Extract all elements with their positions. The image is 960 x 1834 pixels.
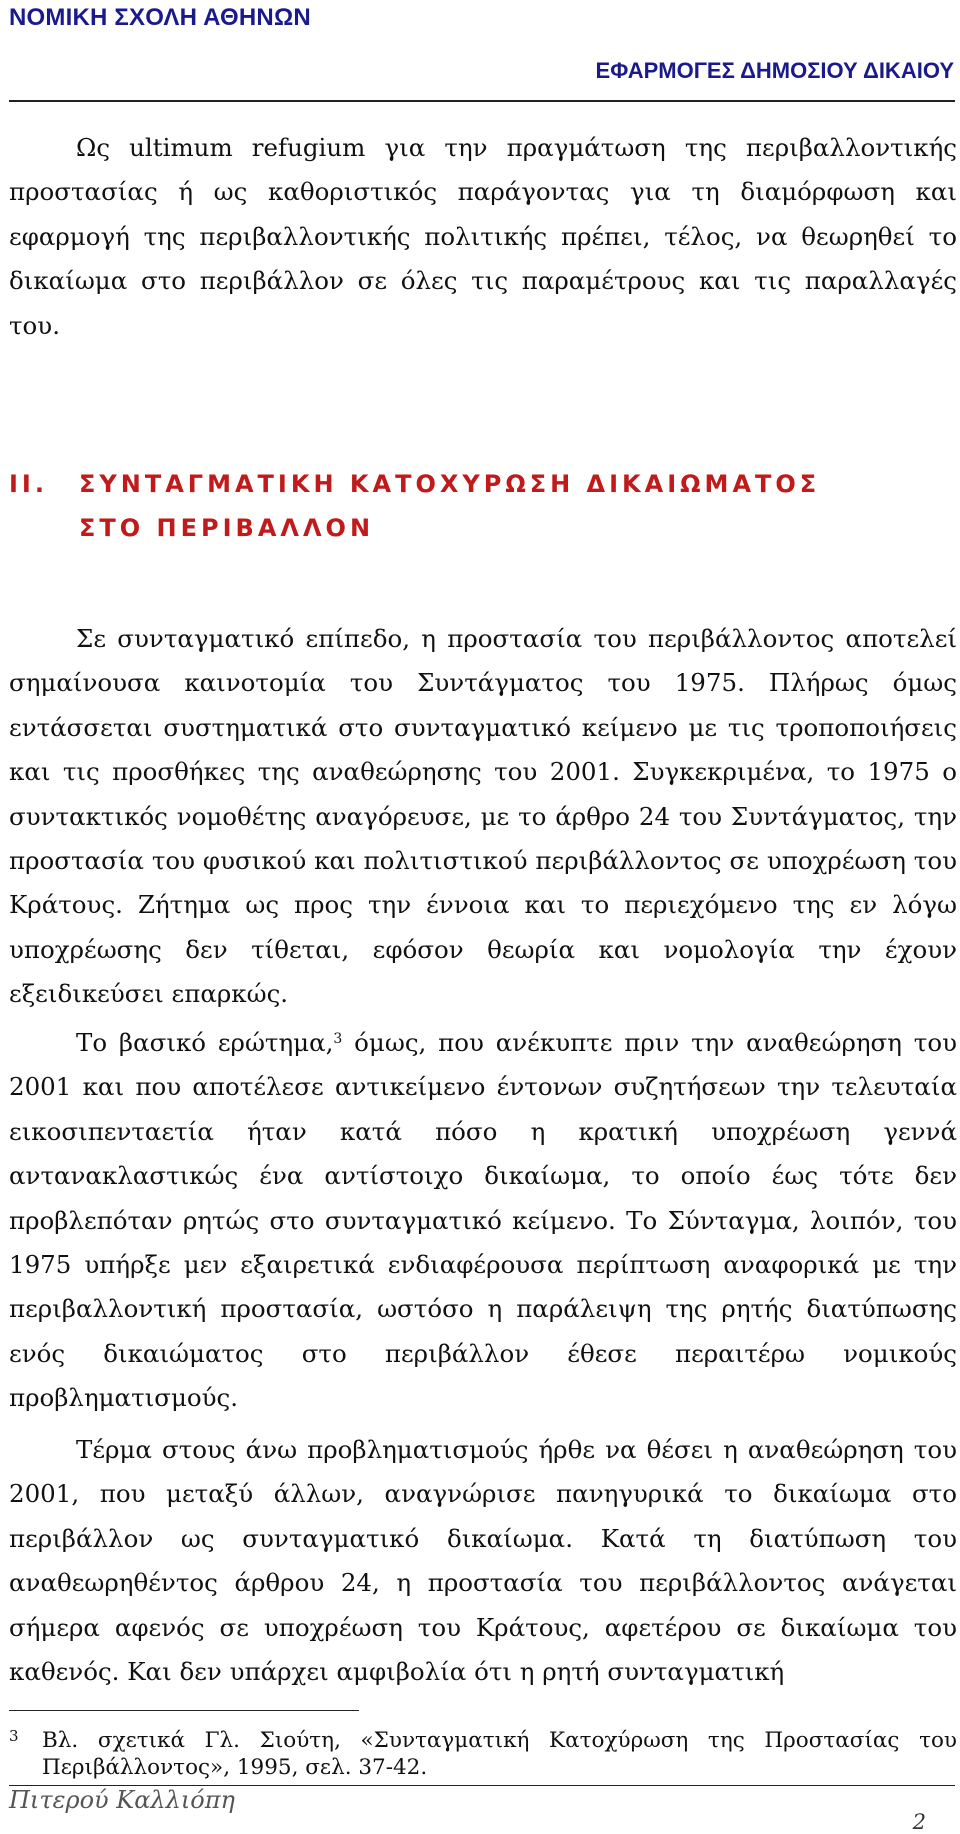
paragraph-3-text bbox=[9, 1021, 957, 1421]
section-heading-line1 bbox=[9, 462, 820, 506]
footer-author: Πιτερού Καλλιόπη bbox=[9, 1786, 235, 1814]
header-course-title: ΕΦΑΡΜΟΓΕΣ ΔΗΜΟΣΙΟΥ ΔΙΚΑΙΟΥ bbox=[595, 58, 954, 83]
section-title-line2: ΣΤΟ ΠΕΡΙΒΑΛΛΟΝ bbox=[79, 514, 375, 542]
footnote-number: 3 bbox=[9, 1727, 19, 1745]
footnote-text: Βλ. σχετικά Γλ. Σιούτη, «Συνταγματική Κατοχύρωση της Προστασίας του Περιβάλλοντος», 1995, σελ. 37-42. bbox=[42, 1728, 957, 1780]
section-heading bbox=[9, 462, 820, 550]
paragraph-2 bbox=[9, 617, 957, 1017]
paragraph-3-rest: όμως, που ανέκυπτε πριν την αναθεώρηση του 2001 και που αποτέλεσε αντικείμενο έντονων συζητήσεων την τελευταία εικοσιπενταετία ήταν κατά πόσο η κρατική υποχρέωση γεννά αντανακλαστικώς ένα αντίστοιχο δικαίωμα, το οποίο έως τότε δεν προβλεπόταν ρητώς στο συνταγματικό κείμενο. Το Σύνταγμα, λοιπόν, του 1975 υπήρξε μεν εξαιρετικά ενδιαφέρουσα περίπτωση αναφορικά με την περιβαλλοντική προστασία, ωστόσο η παράλειψη της ρητής διατύπωσης ενός δικαιώματος στο περιβάλλον έθεσε περαιτέρω νομικούς προβληματισμούς. bbox=[9, 1028, 957, 1413]
paragraph-intro bbox=[9, 126, 957, 348]
paragraph-3 bbox=[9, 1021, 957, 1421]
footnote-reference[interactable]: 3 bbox=[333, 1031, 343, 1047]
section-title-line1: ΣΥΝΤΑΓΜΑΤΙΚΗ ΚΑΤΟΧΥΡΩΣΗ ΔΙΚΑΙΩΜΑΤΟΣ bbox=[79, 470, 821, 498]
footnote bbox=[9, 1727, 957, 1781]
header-divider bbox=[9, 100, 955, 102]
section-number: ΙΙ. bbox=[9, 470, 48, 498]
page-number: 2 bbox=[912, 1810, 926, 1834]
header-school-name: ΝΟΜΙΚΗ ΣΧΟΛΗ ΑΘΗΝΩΝ bbox=[9, 4, 311, 31]
paragraph-2-text: Σε συνταγματικό επίπεδο, η προστασία του περιβάλλοντος αποτελεί σημαίνουσα καινοτομία του Συντάγματος του 1975. Πλήρως όμως εντάσσεται συστηματικά στο συνταγματικό κείμενο με τις τροποποιήσεις και τις προσθήκες της αναθεώρησης του 2001. Συγκεκριμένα, το 1975 ο συντακτικός νομοθέτης αναγόρευσε, με το άρθρο 24 του Συντάγματος, την προστασία του φυσικού και πολιτιστικού περιβάλλοντος σε υποχρέωση του Κράτους. Ζήτημα ως προς την έννοια και το περιεχόμενο της εν λόγω υποχρέωσης δεν τίθεται, εφόσον θεωρία και νομολογία την έχουν εξειδικεύσει επαρκώς. bbox=[9, 624, 957, 1009]
paragraph-intro-text: Ως ultimum refugium για την πραγμάτωση της περιβαλλοντικής προστασίας ή ως καθοριστικός παράγοντας για τη διαμόρφωση και εφαρμογή της περιβαλλοντικής πολιτικής πρέπει, τέλος, να θεωρηθεί το δικαίωμα στο περιβάλλον σε όλες τις παραμέτρους και τις παραλλαγές του. bbox=[9, 133, 957, 340]
paragraph-4-text: Τέρμα στους άνω προβληματισμούς ήρθε να θέσει η αναθεώρηση του 2001, που μεταξύ άλλων, αναγνώρισε πανηγυρικά το δικαίωμα στο περιβάλλον ως συνταγματικό δικαίωμα. Κατά τη διατύπωση του αναθεωρηθέντος άρθρου 24, η προστασία του περιβάλλοντος ανάγεται σήμερα αφενός σε υποχρέωση του Κράτους, αφετέρου σε δικαίωμα του καθενός. Και δεν υπάρχει αμφιβολία ότι η ρητή συνταγματική bbox=[9, 1435, 957, 1687]
paragraph-4 bbox=[9, 1428, 957, 1694]
footnote-divider bbox=[9, 1710, 359, 1711]
paragraph-3-start: Το βασικό ερώτημα, bbox=[76, 1028, 334, 1057]
